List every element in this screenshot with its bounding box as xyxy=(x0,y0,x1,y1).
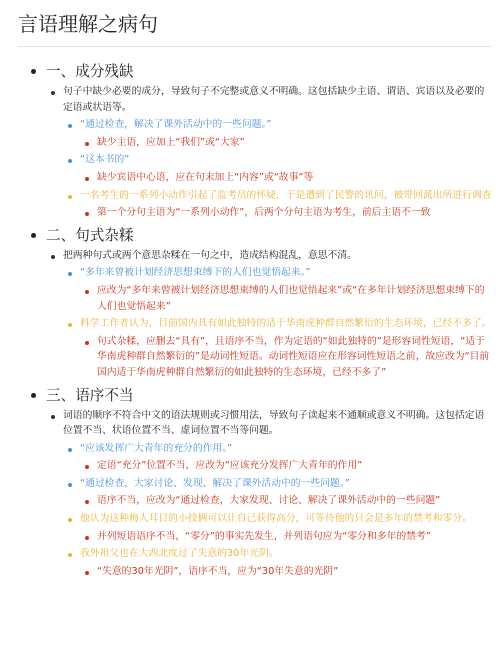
example-item[interactable] xyxy=(63,265,492,314)
example-item[interactable] xyxy=(63,117,492,150)
example-item[interactable] xyxy=(63,152,492,185)
section-item[interactable] xyxy=(18,61,492,221)
example-item[interactable] xyxy=(63,188,492,221)
example-sentence: “通过检查，解决了课外活动中的一些问题。” xyxy=(80,119,272,131)
correction-item[interactable] xyxy=(80,564,492,580)
section-item[interactable] xyxy=(18,385,492,580)
correction-item[interactable] xyxy=(80,283,492,314)
section-heading: 一、成分残缺 xyxy=(46,63,134,80)
example-item[interactable] xyxy=(63,441,492,474)
correction-item[interactable] xyxy=(80,334,492,381)
correction-text: 应改为“多年来曾被计划经济思想束缚的人们也觉悟起来”或“在多年计划经济思想束缚下的人们也觉悟起来” xyxy=(97,284,485,312)
example-sentence: “通过检查，大家讨论、发现、解决了课外活动中的一些问题。” xyxy=(80,477,350,489)
title-divider xyxy=(18,46,492,47)
section-heading: 三、语序不当 xyxy=(46,386,134,404)
correction-item[interactable] xyxy=(80,170,492,186)
description-text: 把两种句式或两个意思杂糅在一句之中，造成结构混乱，意思不清。 xyxy=(63,249,357,261)
correction-item[interactable] xyxy=(80,135,492,151)
section-list xyxy=(18,61,492,579)
correction-text: 缺少宾语中心语，应在句末加上“内容”或“故事”等 xyxy=(97,171,314,183)
example-item[interactable] xyxy=(63,476,492,509)
example-sentence: “多年来曾被计划经济思想束缚下的人们也觉悟起来。” xyxy=(80,267,311,279)
correction-item[interactable] xyxy=(80,458,492,474)
correction-text: “失意的30年光阴”，语序不当，应为“30年失意的光阴” xyxy=(97,565,339,577)
correction-item[interactable] xyxy=(80,529,492,545)
correction-item[interactable] xyxy=(80,493,492,509)
example-item[interactable] xyxy=(63,511,492,544)
example-item[interactable] xyxy=(63,546,492,579)
section-description[interactable] xyxy=(46,248,492,381)
section-description[interactable] xyxy=(46,408,492,580)
correction-item[interactable] xyxy=(80,205,492,221)
correction-text: 语序不当，应改为“通过检查，大家发现、讨论、解决了课外活动中的一些问题” xyxy=(97,495,441,507)
section-heading: 二、句式杂糅 xyxy=(46,226,134,244)
section-item[interactable] xyxy=(18,225,492,381)
correction-text: 句式杂糅，应删去“具有”，且语序不当，作为定语的“如此独特的”是形容词性短语，“适于华南虎种群自然繁衍的”是动词性短语。动词性短语应在形容词性短语之前，故应改为“目前国内适于华南虎种群自然繁衍的如此独特的生态环境，已经不多了” xyxy=(97,335,490,378)
example-sentence: 他认为这种梅人耳目的小技俩可以让自己获得高分，可等待他的只会是多年的禁考和零分。 xyxy=(80,513,472,525)
example-sentence: 科学工作者认为，目前国内具有如此独特的适于华南虎种群自然繁衍的生态环境，已经不多了。 xyxy=(80,318,492,330)
section-description[interactable] xyxy=(46,84,492,221)
correction-text: 并列短语语序不当，“零分”的事实先发生，并列语句应为“零分和多年的禁考” xyxy=(97,530,431,542)
example-sentence: 我外祖父也在大西北度过了失意的30年光阴。 xyxy=(80,548,279,560)
page-title: 言语理解之病句 xyxy=(18,12,158,36)
correction-text: 定语“充分”位置不当，应改为“应该充分发挥广大青年的作用” xyxy=(97,460,363,472)
example-sentence: “应该发挥广大青年的充分的作用。” xyxy=(80,442,233,454)
correction-text: 第一个分句主语为“一系列小动作”，后两个分句主语为考生，前后主语不一致 xyxy=(97,207,431,219)
description-text: 词语的顺序不符合中文的语法规则或习惯用法，导致句子读起来不通顺或意义不明确。这包括定语位置不当、状语位置不当、虚词位置不当等问题。 xyxy=(63,409,485,437)
correction-text: 缺少主语，应加上“我们”或“大家” xyxy=(97,136,245,148)
example-sentence: 一名考生的一系列小动作引起了监考员的怀疑，于是遭到了民警的讯问，被带回派出所进行调查 xyxy=(80,189,492,201)
example-item[interactable] xyxy=(63,316,492,380)
description-text: 句子中缺少必要的成分，导致句子不完整或意义不明确。这包括缺少主语、谓语、宾语以及必要的定语或状语等。 xyxy=(63,86,485,113)
example-sentence: “这本书的” xyxy=(80,154,130,166)
